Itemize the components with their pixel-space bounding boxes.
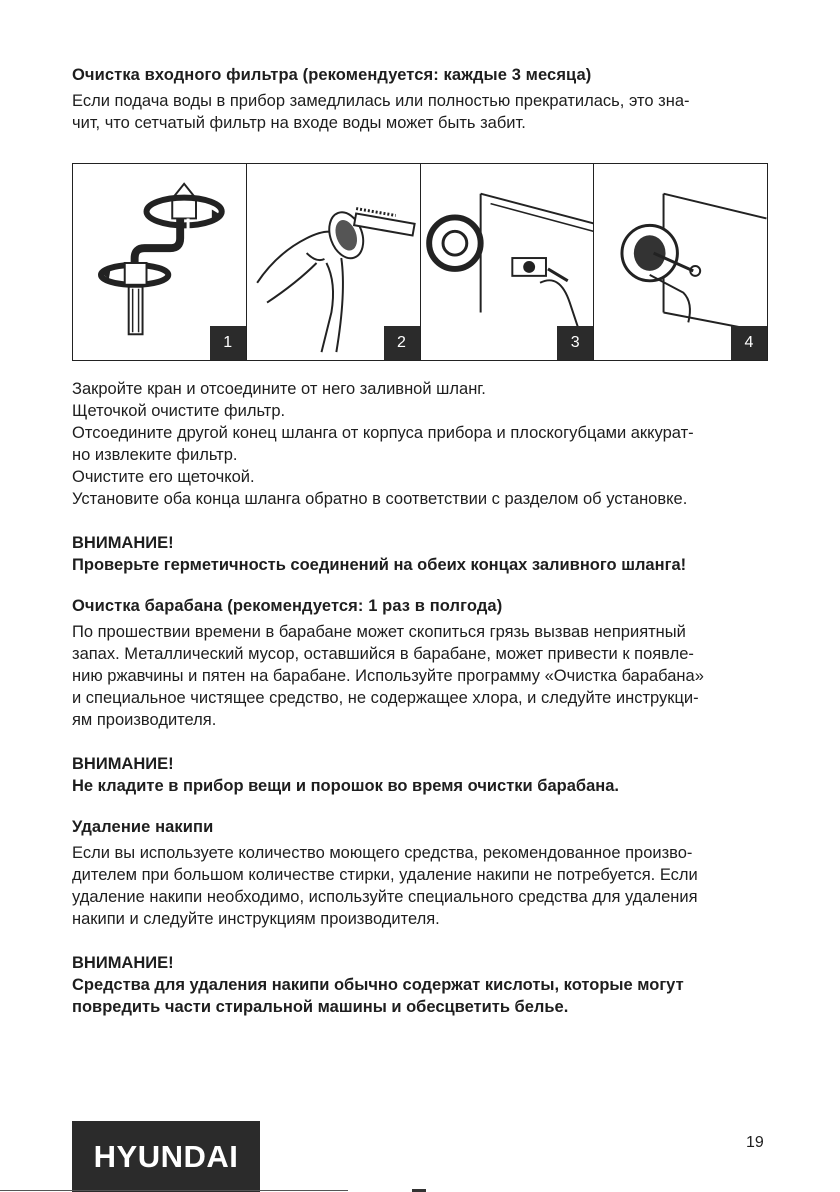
step-line: Щеточкой очистите фильтр.	[72, 402, 286, 420]
step-line: Очистите его щеточкой.	[72, 468, 255, 486]
warning-text: повредить части стиральной машины и обесцветить белье.	[72, 998, 569, 1016]
figure-panel-4	[594, 164, 767, 360]
text-line: Если вы используете количество моющего средства, рекомендованное произво-	[72, 844, 693, 862]
page-content	[72, 64, 768, 134]
text-line: нию ржавчины и пятен на барабане. Используйте программу «Очистка барабана»	[72, 667, 704, 685]
text-line: Если подача воды в прибор замедлилась или полностью прекратилась, это зна-	[72, 92, 690, 110]
page-number: 19	[746, 1134, 764, 1151]
section-heading-inlet-filter: Очистка входного фильтра (рекомендуется: каждые 3 месяца)	[72, 66, 592, 84]
figure-panel-3	[421, 164, 595, 360]
warning-title: ВНИМАНИЕ!	[72, 534, 174, 552]
paragraph-inlet-filter	[72, 90, 768, 134]
warning-block	[72, 753, 768, 797]
warning-title: ВНИМАНИЕ!	[72, 954, 174, 972]
text-line: дителем при большом количестве стирки, удаление накипи не потребуется. Если	[72, 866, 698, 884]
instruction-steps	[72, 378, 768, 510]
step-badge: 2	[384, 326, 420, 360]
step-badge: 4	[731, 326, 767, 360]
section-heading-descaling: Удаление накипи	[72, 818, 214, 836]
step-badge: 1	[210, 326, 246, 360]
warning-title: ВНИМАНИЕ!	[72, 755, 174, 773]
figure-panel-2	[247, 164, 421, 360]
paragraph-descaling	[72, 842, 768, 930]
text-line: чит, что сетчатый фильтр на входе воды может быть забит.	[72, 114, 526, 132]
text-line: ям производителя.	[72, 711, 217, 729]
hyundai-logo: HYUNDAI	[72, 1121, 260, 1192]
warning-block	[72, 532, 768, 576]
warning-block	[72, 952, 768, 1018]
text-line: По прошествии времени в барабане может скопиться грязь вызвав неприятный	[72, 623, 686, 641]
text-line: и специальное чистящее средство, не содержащее хлора, и следуйте инструкци-	[72, 689, 699, 707]
warning-text: Средства для удаления накипи обычно содержат кислоты, которые могут	[72, 976, 684, 994]
section-heading-drum: Очистка барабана (рекомендуется: 1 раз в полгода)	[72, 597, 503, 615]
warning-text: Не кладите в прибор вещи и порошок во время очистки барабана.	[72, 777, 619, 795]
warning-text: Проверьте герметичность соединений на обеих концах заливного шланга!	[72, 556, 687, 574]
filter-cleaning-figure	[72, 163, 768, 361]
paragraph-drum	[72, 621, 768, 731]
step-badge: 3	[557, 326, 593, 360]
step-line: но извлеките фильтр.	[72, 446, 238, 464]
text-line: накипи и следуйте инструкциям производителя.	[72, 910, 440, 928]
footer-divider	[0, 1190, 348, 1191]
page-content-lower	[72, 378, 768, 1018]
step-line: Установите оба конца шланга обратно в соответствии с разделом об установке.	[72, 490, 688, 508]
step-line: Закройте кран и отсоедините от него заливной шланг.	[72, 380, 486, 398]
text-line: удаление накипи необходимо, используйте специального средства для удаления	[72, 888, 698, 906]
step-line: Отсоедините другой конец шланга от корпуса прибора и плоскогубцами аккурат-	[72, 424, 694, 442]
figure-panel-1	[73, 164, 247, 360]
text-line: запах. Металлический мусор, оставшийся в барабане, может привести к появле-	[72, 645, 694, 663]
